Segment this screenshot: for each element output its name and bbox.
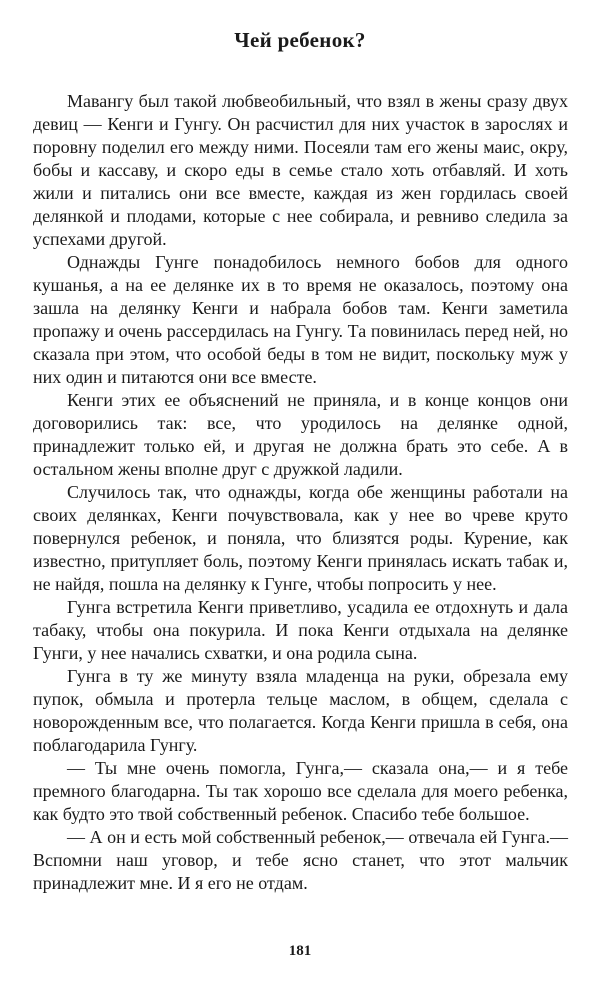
paragraph: Кенги этих ее объяснений не приняла, и в конце концов они договорились так: все, что уродилось на делянке одной, принадлежит только ей, и другая не должна брать это себе. А в остальном жены вполне друг с дружкой ладили.: [33, 390, 568, 479]
story-body: [33, 90, 568, 895]
paragraph: Гунга встретила Кенги приветливо, усадила ее отдохнуть и дала табаку, чтобы она покурила. И пока Кенги отдыхала на делянке Гунги, у нее начались схватки, и она родила сына.: [33, 597, 568, 663]
paragraph: Гунга в ту же минуту взяла младенца на руки, обрезала ему пупок, обмыла и протерла тельце маслом, в общем, сделала с новорожденным все, что полагается. Когда Кенги пришла в себя, она поблагодарила Гунгу.: [33, 666, 568, 755]
paragraph: Случилось так, что однажды, когда обе женщины работали на своих делянках, Кенги почувствовала, как у нее во чреве круто повернулся ребенок, и поняла, что близятся роды. Курение, как известно, притупляет боль, поэтому Кенги принялась искать табак и, не найдя, пошла на делянку к Гунге, чтобы попросить у нее.: [33, 482, 568, 594]
story-title: Чей ребенок?: [234, 28, 366, 52]
page-number: 181: [288, 943, 312, 959]
paragraph: — А он и есть мой собственный ребенок,— отвечала ей Гунга.— Вспомни наш уговор, и тебе ясно станет, что этот мальчик принадлежит мне. И я его не отдам.: [33, 827, 568, 893]
paragraph: — Ты мне очень помогла, Гунга,— сказала она,— и я тебе премного благодарна. Ты так хорошо все сделала для моего ребенка, как будто это твой собственный ребенок. Спасибо тебе большое.: [33, 758, 568, 824]
paragraph: Однажды Гунге понадобилось немного бобов для одного кушанья, а на ее делянке их в то время не оказалось, поэтому она зашла на делянку Кенги и набрала бобов там. Кенги заметила пропажу и очень рассердилась на Гунгу. Та повинилась перед ней, но сказала при этом, что особой беды в том не видит, поскольку муж у них один и питаются они все вместе.: [33, 252, 568, 387]
paragraph: Мавангу был такой любвеобильный, что взял в жены сразу двух девиц — Кенги и Гунгу. Он расчистил для них участок в зарослях и поровну поделил его между ними. Посеяли там его жены маис, окру, бобы и кассаву, и скоро еды в семье стало хоть отбавляй. И хоть жили и питались они все вместе, каждая из жен гордилась своей делянкой и плодами, которые с нее собирала, и ревниво следила за успехами другой.: [33, 91, 568, 249]
